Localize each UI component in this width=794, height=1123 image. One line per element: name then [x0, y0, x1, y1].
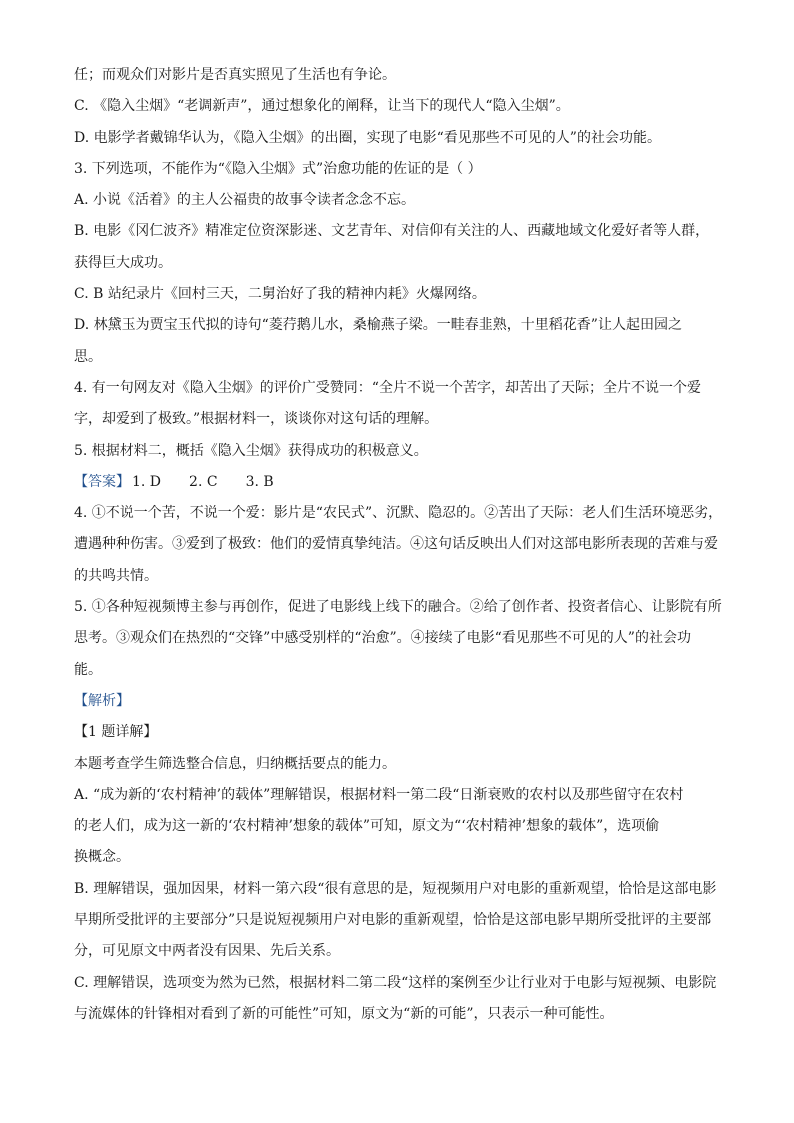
- option-d: D. 林黛玉为贾宝玉代拟的诗句“菱荇鹅儿水，桑榆燕子梁。一畦春韭熟，十里稻花香”让人起田园之: [74, 317, 682, 334]
- question-4: 4. 有一句网友对《隐入尘烟》的评价广受赞同：“全片不说一个苦字，却苦出了天际；全片不说一个爱: [74, 379, 701, 396]
- answer-item: 3. B: [245, 473, 274, 490]
- option-c: C. B 站纪录片《回村三天，二舅治好了我的精神内耗》火爆网络。: [74, 286, 486, 303]
- detail-text: 分，可见原文中两者没有因果、先后关系。: [74, 943, 340, 960]
- text-line: 思。: [74, 348, 102, 365]
- detail-text: 的老人们，成为这一新的‘农村精神’想象的载体”可知，原文为“‘农村精神’想象的载体”，选项偷: [74, 818, 660, 835]
- answer-text: 4. ①不说一个苦，不说一个爱：影片是“农民式”、沉默、隐忍的。②苦出了天际：老人们生活环境恶劣，: [74, 505, 723, 522]
- question-3: 3. 下列选项，不能作为“《隐入尘烟》式”治愈功能的佐证的是（ ）: [74, 160, 482, 177]
- analysis-label: 【解析】: [74, 692, 130, 709]
- detail-text: 早期所受批评的主要部分”只是说短视频用户对电影的重新观望，恰恰是这部电影早期所受批评的主要部: [74, 912, 712, 929]
- answer-label: 【答案】: [74, 473, 130, 490]
- answer-item: 2. C: [189, 473, 218, 490]
- answer-text: 能。: [74, 661, 102, 678]
- detail-text: 与流媒体的针锋相对看到了新的可能性”可知，原文为“新的可能”，只表示一种可能性。: [74, 1005, 614, 1022]
- answer-text: 5. ①各种短视频博主参与再创作，促进了电影线上线下的融合。②给了创作者、投资者信心、让影院有所: [74, 599, 722, 616]
- detail-label: 【1 题详解】: [74, 724, 158, 741]
- detail-text: C. 理解错误，选项变为然为已然，根据材料二第二段“这样的案例至少让行业对于电影与短视频、电影院: [74, 974, 717, 991]
- answer-item: 1. D: [132, 473, 162, 490]
- document-page: [74, 60, 734, 1030]
- question-5: 5. 根据材料二，概括《隐入尘烟》获得成功的积极意义。: [74, 442, 428, 459]
- answer-line: [74, 467, 734, 498]
- text-line: C. 《隐入尘烟》“老调新声”，通过想象化的阐释，让当下的现代人“隐入尘烟”。: [74, 98, 570, 115]
- text-line: 字，却爱到了极致。”根据材料一，谈谈你对这句话的理解。: [74, 411, 439, 428]
- text-line: 获得巨大成功。: [74, 254, 172, 271]
- option-b: B. 电影《冈仁波齐》精准定位资深影迷、文艺青年、对信仰有关注的人、西藏地域文化爱好者等人群，: [74, 223, 710, 240]
- answer-text: 遭遇种种伤害。③爱到了极致：他们的爱情真挚纯洁。④这句话反映出人们对这部电影所表现的苦难与爱: [74, 536, 718, 553]
- detail-text: B. 理解错误，强加因果，材料一第六段“很有意思的是，短视频用户对电影的重新观望，恰恰是这部电影: [74, 880, 717, 897]
- option-a: A. 小说《活着》的主人公福贵的故事令读者念念不忘。: [74, 192, 416, 209]
- detail-text: 本题考查学生筛选整合信息，归纳概括要点的能力。: [74, 755, 396, 772]
- answer-text: 思考。③观众们在热烈的“交锋”中感受别样的“治愈”。④接续了电影“看见那些不可见的人”的社会功: [74, 630, 691, 647]
- text-line: D. 电影学者戴锦华认为，《隐入尘烟》的出圈，实现了电影“看见那些不可见的人”的社会功能。: [74, 129, 661, 146]
- text-line: 任；而观众们对影片是否真实照见了生活也有争论。: [74, 67, 396, 83]
- detail-text: 换概念。: [74, 849, 130, 866]
- answer-text: 的共鸣共情。: [74, 567, 158, 584]
- detail-text: A. “成为新的‘农村精神’的载体”理解错误，根据材料一第二段“日渐衰败的农村以及那些留守在农村: [74, 786, 684, 803]
